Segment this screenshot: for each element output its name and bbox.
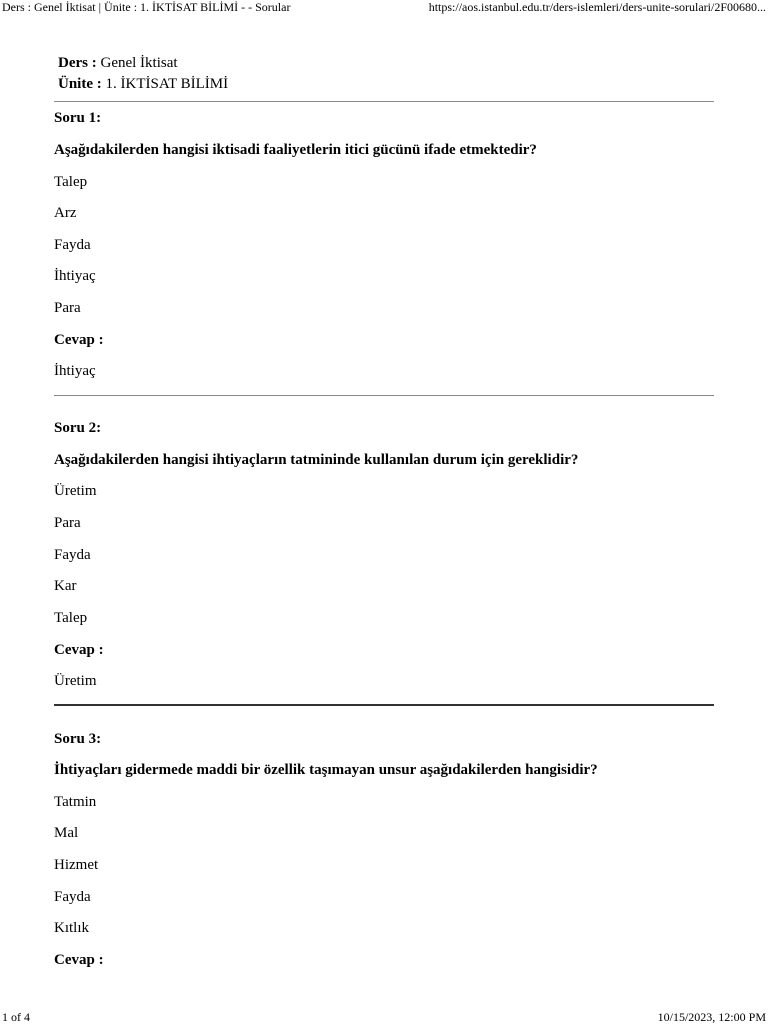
question-label: Soru 1: (54, 110, 102, 126)
print-datetime: 10/15/2023, 12:00 PM (657, 1010, 766, 1024)
print-header-url: https://aos.istanbul.edu.tr/ders-islemleri/ders-unite-sorulari/2F00680... (428, 0, 766, 14)
question-text: Aşağıdakilerden hangisi iktisadi faaliyetlerin itici gücünü ifade etmektedir? (54, 142, 537, 158)
option: Fayda (54, 547, 91, 563)
course-row (58, 53, 228, 74)
answer-label: Cevap : (54, 642, 104, 658)
option: Fayda (54, 237, 91, 253)
answer-value: İhtiyaç (54, 363, 96, 379)
option: Arz (54, 205, 77, 221)
divider (54, 395, 714, 396)
option: Mal (54, 825, 79, 841)
option: Kıtlık (54, 920, 90, 936)
divider (54, 704, 714, 706)
option: Talep (54, 610, 88, 626)
answer-label: Cevap : (54, 332, 104, 348)
option: Para (54, 300, 81, 316)
option: Üretim (54, 483, 97, 499)
print-header-title: Ders : Genel İktisat | Ünite : 1. İKTİSAT BİLİMİ - - Sorular (2, 0, 291, 14)
option: İhtiyaç (54, 268, 96, 284)
question-text: Aşağıdakilerden hangisi ihtiyaçların tatmininde kullanılan durum için gereklidir? (54, 452, 579, 468)
answer-label: Cevap : (54, 952, 104, 968)
option: Talep (54, 174, 88, 190)
answer-value: Üretim (54, 673, 97, 689)
divider (54, 101, 714, 102)
course-label: Ders : (58, 55, 97, 71)
option: Hizmet (54, 857, 99, 873)
course-value: Genel İktisat (100, 55, 178, 71)
unit-row (58, 74, 228, 95)
option: Para (54, 515, 81, 531)
unit-label: Ünite : (58, 76, 102, 92)
question-label: Soru 3: (54, 731, 102, 747)
question-text: İhtiyaçları gidermede maddi bir özellik taşımayan unsur aşağıdakilerden hangisidir? (54, 762, 598, 778)
unit-value: 1. İKTİSAT BİLİMİ (105, 76, 229, 92)
option: Tatmin (54, 794, 97, 810)
question-label: Soru 2: (54, 420, 102, 436)
option: Fayda (54, 889, 91, 905)
course-info (58, 53, 228, 95)
option: Kar (54, 578, 77, 594)
page-number: 1 of 4 (2, 1010, 30, 1024)
